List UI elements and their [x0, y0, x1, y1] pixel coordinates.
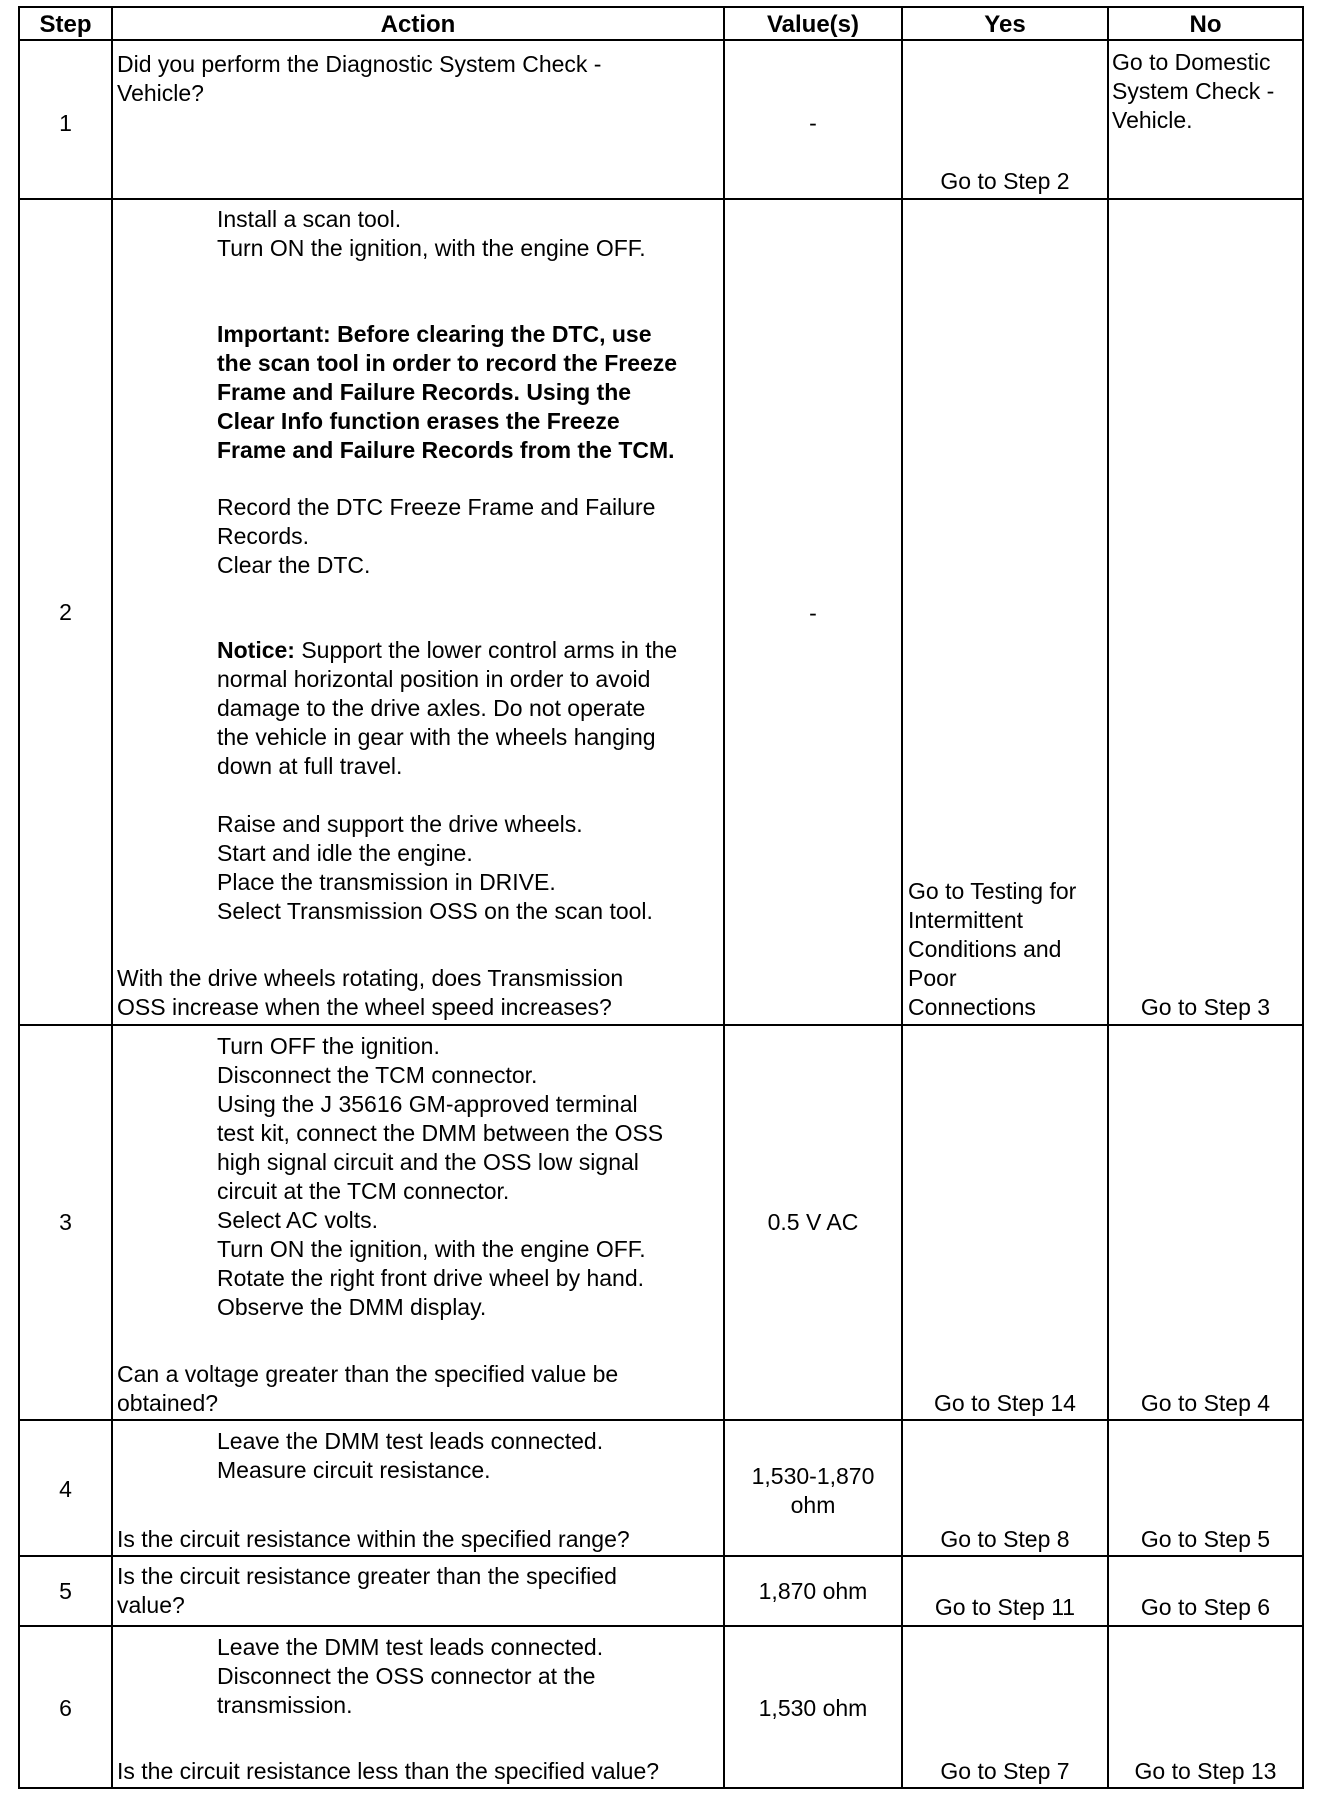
value-cell: - [809, 110, 817, 136]
yes-link[interactable]: Go to Step 7 [940, 1758, 1070, 1784]
rule-row4-bottom [18, 1555, 1304, 1557]
action-text: transmission. [217, 1692, 353, 1718]
notice-text: the vehicle in gear with the wheels hanging [217, 724, 656, 750]
yes-link[interactable]: Go to Testing for [908, 878, 1077, 904]
no-link[interactable]: Vehicle. [1112, 107, 1193, 133]
action-text: Select Transmission OSS on the scan tool. [217, 898, 653, 924]
step-number: 4 [59, 1476, 72, 1502]
question-text: With the drive wheels rotating, does Transmission [117, 965, 624, 991]
header-action: Action [380, 11, 456, 38]
question-text: OSS increase when the wheel speed increases? [117, 994, 612, 1020]
notice-text: damage to the drive axles. Do not operate [217, 695, 646, 721]
yes-link[interactable]: Intermittent [908, 907, 1024, 933]
action-text: Turn ON the ignition, with the engine OFF. [217, 235, 646, 261]
action-text: Leave the DMM test leads connected. [217, 1428, 604, 1454]
rule-row5-bottom [18, 1625, 1304, 1627]
action-text: Leave the DMM test leads connected. [217, 1634, 604, 1660]
rule-value-yes [901, 6, 903, 1789]
action-text: Turn ON the ignition, with the engine OFF. [217, 1236, 646, 1262]
notice-text: Support the lower control arms in the [294, 637, 678, 663]
action-text: Records. [217, 523, 310, 549]
important-note: Frame and Failure Records from the TCM. [217, 437, 675, 463]
value-cell: 1,870 ohm [758, 1578, 868, 1604]
question-text: value? [117, 1592, 185, 1618]
value-cell: ohm [790, 1492, 836, 1518]
action-text: Place the transmission in DRIVE. [217, 869, 556, 895]
yes-link[interactable]: Go to Step 2 [940, 168, 1070, 194]
yes-link[interactable]: Go to Step 11 [934, 1594, 1076, 1620]
header-values: Value(s) [766, 11, 860, 38]
question-text: Is the circuit resistance less than the specified value? [117, 1758, 660, 1784]
rule-row1-bottom [18, 198, 1304, 200]
value-cell: 1,530 ohm [758, 1695, 868, 1721]
header-step: Step [39, 11, 92, 38]
value-cell: 0.5 V AC [767, 1209, 859, 1235]
rule-left [18, 6, 20, 1789]
rule-action-value [723, 6, 725, 1789]
no-link[interactable]: Go to Domestic [1112, 49, 1271, 75]
important-note: Frame and Failure Records. Using the [217, 379, 632, 405]
action-text: Vehicle? [117, 80, 204, 106]
no-link[interactable]: Go to Step 4 [1140, 1390, 1271, 1416]
rule-bottom [18, 1787, 1304, 1789]
value-cell: - [809, 600, 817, 626]
important-note: Important: Before clearing the DTC, use [217, 321, 652, 347]
no-link[interactable]: Go to Step 6 [1140, 1594, 1271, 1620]
no-link[interactable]: Go to Step 13 [1134, 1758, 1277, 1784]
action-text: Measure circuit resistance. [217, 1457, 491, 1483]
yes-link[interactable]: Go to Step 8 [940, 1526, 1070, 1552]
action-text: high signal circuit and the OSS low signal [217, 1149, 639, 1175]
action-text: circuit at the TCM connector. [217, 1178, 510, 1204]
action-text: Using the J 35616 GM-approved terminal [217, 1091, 638, 1117]
action-text: Start and idle the engine. [217, 840, 473, 866]
question-text: Is the circuit resistance greater than the specified [117, 1563, 617, 1589]
step-number: 5 [59, 1578, 72, 1604]
notice-label: Notice: [217, 637, 295, 663]
rule-right [1302, 6, 1304, 1789]
question-text: Can a voltage greater than the specified value be [117, 1361, 619, 1387]
action-text: Observe the DMM display. [217, 1294, 487, 1320]
no-link[interactable]: System Check - [1112, 78, 1275, 104]
step-number: 6 [59, 1695, 72, 1721]
yes-link[interactable]: Go to Step 14 [934, 1390, 1076, 1416]
no-link[interactable]: Go to Step 5 [1140, 1526, 1271, 1552]
rule-row2-bottom [18, 1024, 1304, 1026]
important-note: Clear Info function erases the Freeze [217, 408, 620, 434]
action-text: Disconnect the TCM connector. [217, 1062, 538, 1088]
notice-text: normal horizontal position in order to avoid [217, 666, 651, 692]
notice-text: down at full travel. [217, 753, 403, 779]
yes-link[interactable]: Conditions and [908, 936, 1062, 962]
action-text: Record the DTC Freeze Frame and Failure [217, 494, 656, 520]
action-text: Disconnect the OSS connector at the [217, 1663, 596, 1689]
rule-step-action [111, 6, 113, 1789]
action-text: Turn OFF the ignition. [217, 1033, 440, 1059]
step-number: 1 [59, 110, 72, 136]
rule-top [18, 6, 1304, 8]
question-text: obtained? [117, 1390, 219, 1416]
action-text: Did you perform the Diagnostic System Check - [117, 51, 602, 77]
yes-link[interactable]: Connections [908, 994, 1036, 1020]
yes-link[interactable]: Poor [908, 965, 957, 991]
notice-note [217, 636, 677, 665]
no-link[interactable]: Go to Step 3 [1140, 994, 1271, 1020]
header-no: No [1189, 11, 1222, 38]
header-yes: Yes [984, 11, 1026, 38]
action-text: Select AC volts. [217, 1207, 379, 1233]
action-text: Raise and support the drive wheels. [217, 811, 583, 837]
action-text: Clear the DTC. [217, 552, 371, 578]
question-text: Is the circuit resistance within the specified range? [117, 1526, 630, 1552]
rule-yes-no [1107, 6, 1109, 1789]
action-text: test kit, connect the DMM between the OSS [217, 1120, 664, 1146]
important-note: the scan tool in order to record the Freeze [217, 350, 678, 376]
action-text: Install a scan tool. [217, 206, 402, 232]
step-number: 3 [59, 1209, 72, 1235]
step-number: 2 [59, 599, 72, 625]
action-text: Rotate the right front drive wheel by hand. [217, 1265, 645, 1291]
value-cell: 1,530-1,870 [751, 1463, 875, 1489]
rule-header-bottom [18, 39, 1304, 41]
rule-row3-bottom [18, 1419, 1304, 1421]
